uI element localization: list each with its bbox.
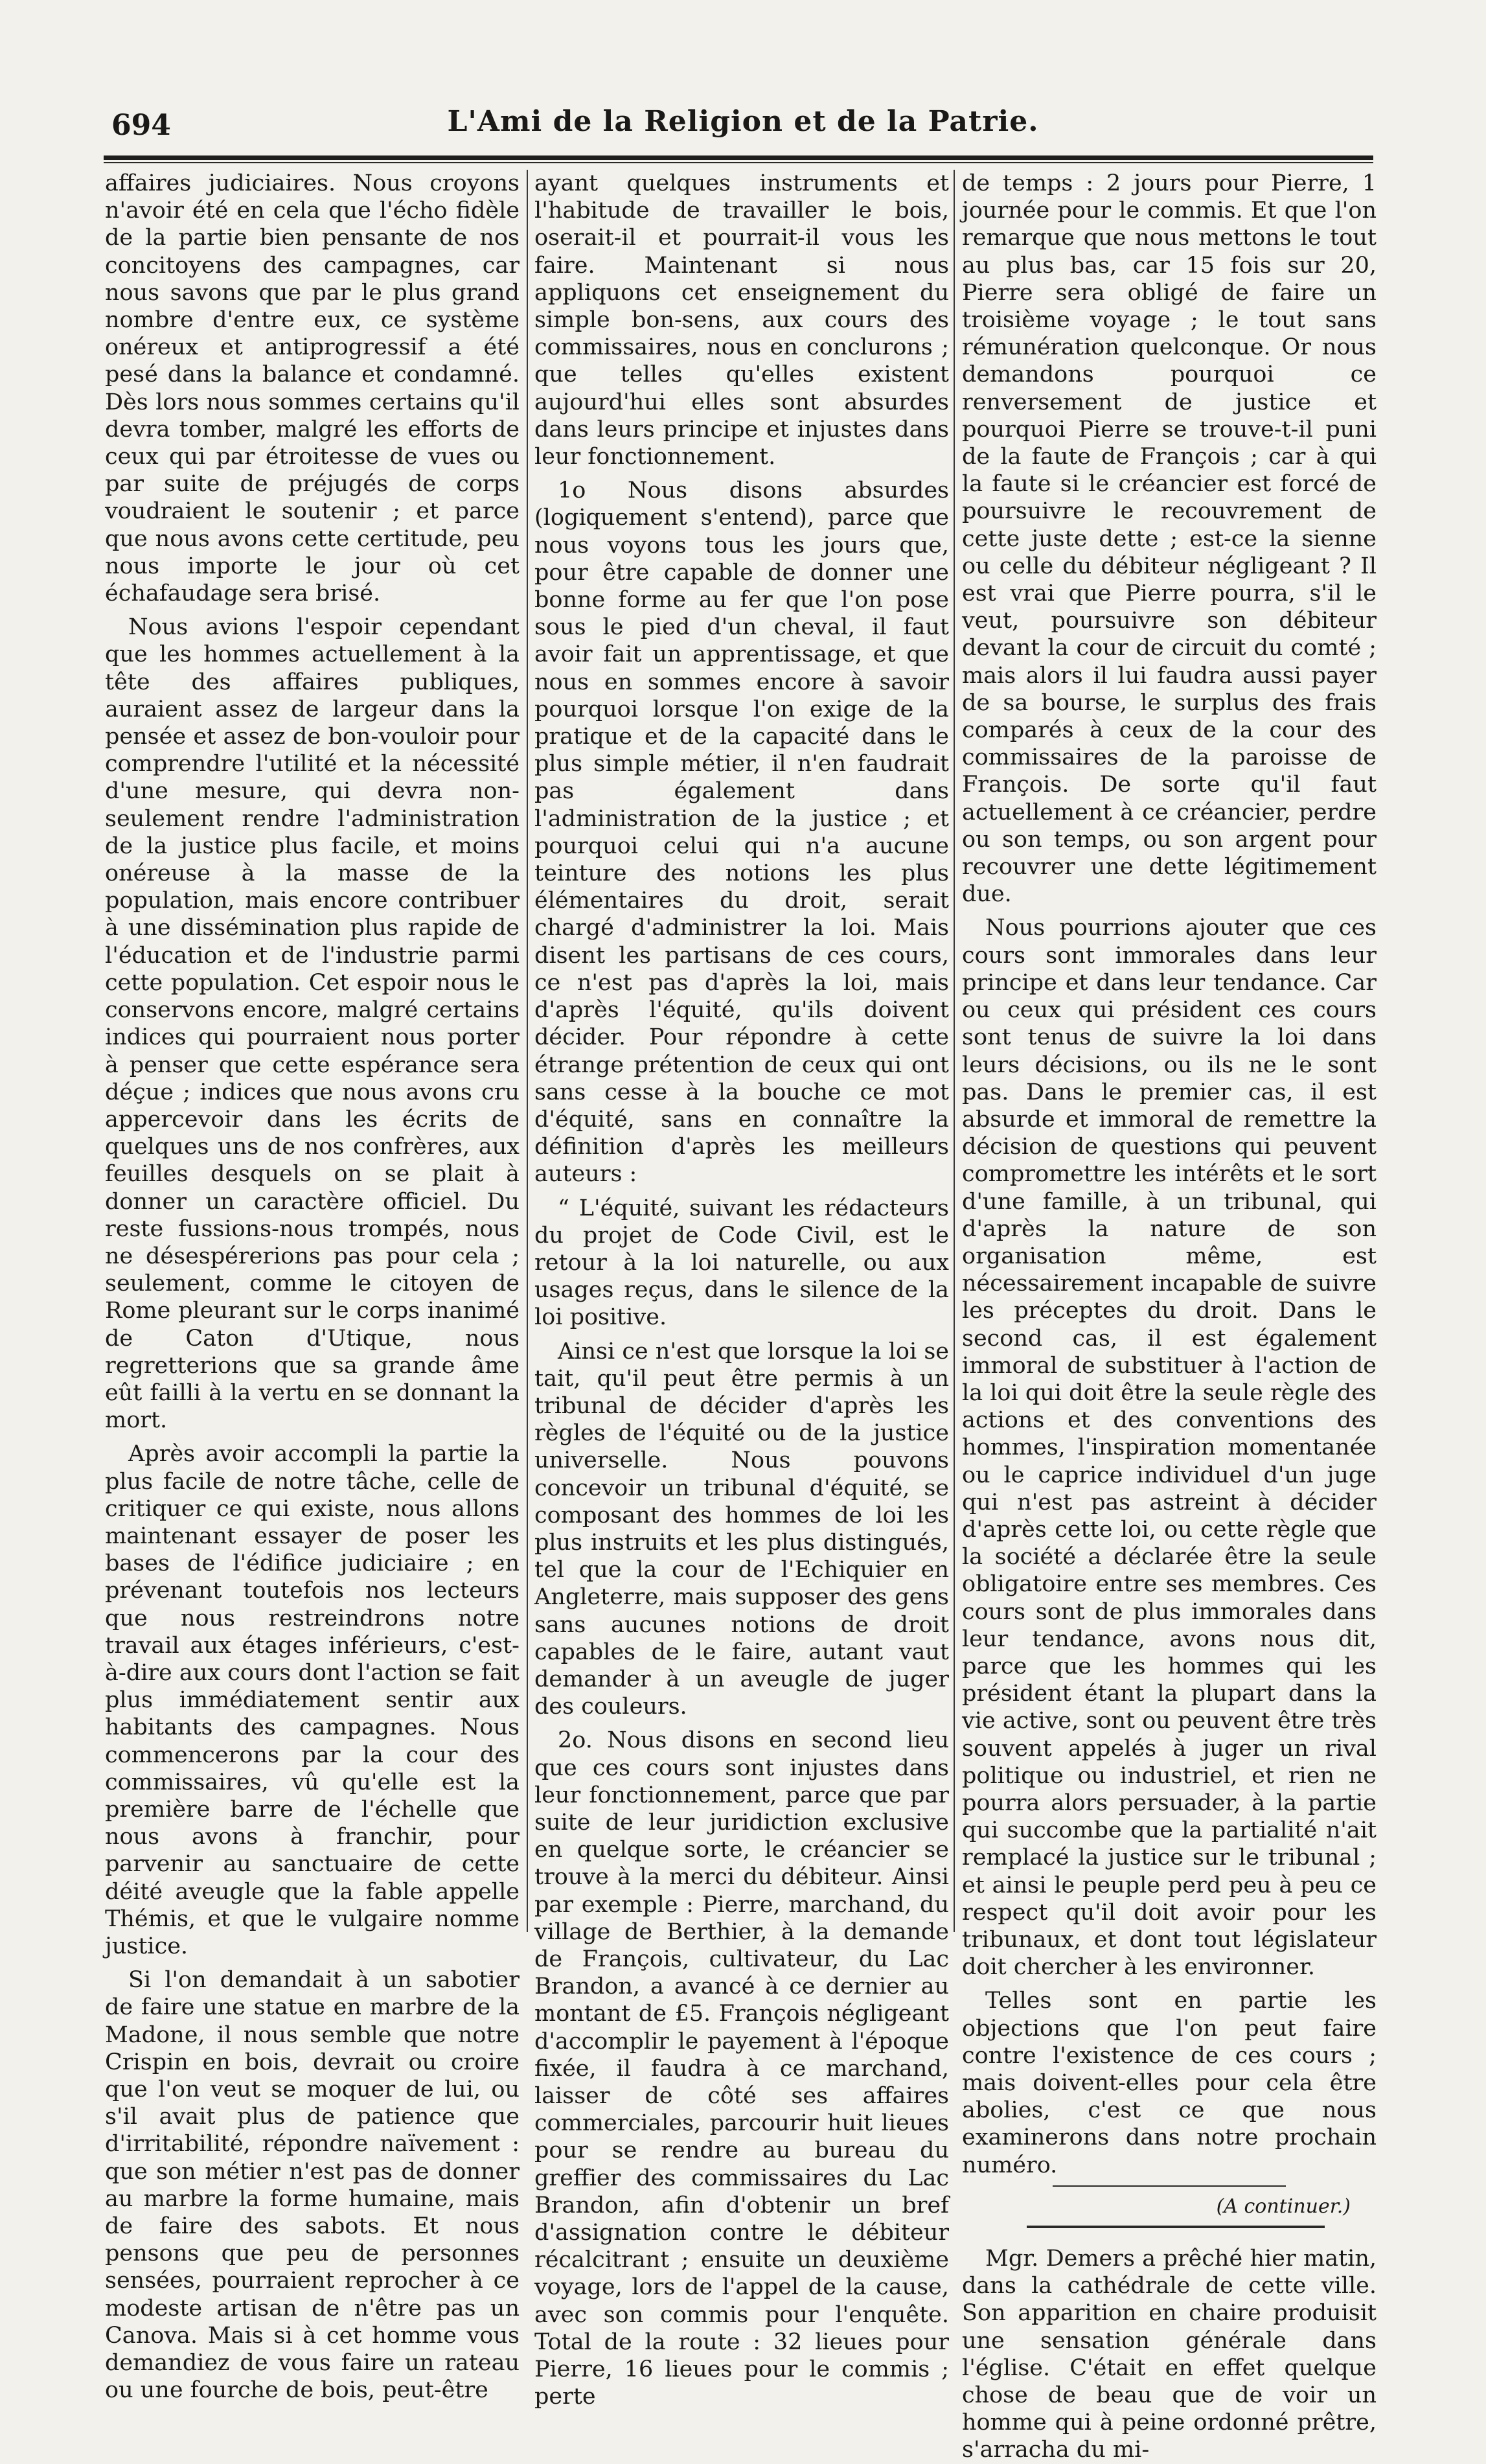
paragraph: Ainsi ce n'est que lorsque la loi se tait, qu'il peut être permis à un tribunal de décider d'après les règles de l'équité ou de la justice universelle. Nous pouvons concevoir un tribunal d'équité, se composant des hommes de loi les plus instruits et les plus distingués, tel que la cour de l'Echiquier en Angleterre, mais supposer des gens sans aucunes notions de droit capables de le faire, autant vaut demander à un aveugle de juger des couleurs. bbox=[534, 1338, 949, 1720]
paragraph: Nous pourrions ajouter que ces cours sont immorales dans leur principe et dans leur tendance. Car ou ceux qui président ces cours sont tenus de suivre la loi dans leurs décisions, ou ils ne le sont pas. Dans le premier cas, il est absurde et immoral de remettre la décision de questions qui peuvent compromettre les intérêts et le sort d'une famille, à un tribunal, qui d'après la nature de son organisation même, est nécessairement incapable de suivre les préceptes du droit. Dans le second cas, il est également immoral de substituer à l'action de la loi qui doit être la seule règle des actions et des conventions des hommes, l'inspiration momentanée ou le caprice individuel d'un juge qui n'est pas astreint à décider d'après cette loi, ou cette règle que la société a déclarée être la seule obligatoire entre ses membres. Ces cours sont de plus immorales dans leur tendance, avons nous dit, parce que les hommes qui les président étant la plupart dans la vie active, sont ou peuvent être très souvent appelés à juger un rival politique ou industriel, et rien ne pourra alors persuader, à la partie qui succombe que la partialité n'ait remplacé la justice sur le tribunal ; et ainsi le peuple perd peu à peu ce respect qu'il doit avoir pour les tribunaux, et dont tout législateur doit chercher à les environner. bbox=[962, 915, 1377, 1981]
paragraph: Après avoir accompli la partie la plus facile de notre tâche, celle de critiquer ce qui existe, nous allons maintenant essayer de poser les bases de l'édifice judiciaire ; en prévenant toutefois nos lecteurs que nous restreindrons notre travail aux étages inférieurs, c'est-à-dire aux cours dont l'action se fait plus immédiatement sentir aux habitants des campagnes. Nous commencerons par la cour des commissaires, vû qu'elle est la première barre de l'échelle que nous avons à franchir, pour parvenir au sanctuaire de cette déité aveugle que la fable appelle Thémis, et que le vulgaire nomme justice. bbox=[105, 1441, 520, 1959]
page-header bbox=[111, 97, 1375, 149]
article-separator bbox=[1027, 2226, 1325, 2228]
text-column-1 bbox=[105, 170, 520, 2404]
paragraph: de temps : 2 jours pour Pierre, 1 journée pour le commis. Et que l'on remarque que nous mettons le tout au plus bas, car 15 fois sur 20, Pierre sera obligé de faire un troisième voyage ; le tout sans rémunération quelconque. Or nous demandons pourquoi ce renversement de justice et pourquoi Pierre se trouve-t-il puni de la faute de François ; car à qui la faute si le créancier est forcé de poursuivre le recouvrement de cette juste dette ; est-ce la sienne ou celle du débiteur négligeant ? Il est vrai que Pierre pourra, s'il le veut, poursuivre son débiteur devant la cour de circuit du comté ; mais alors il lui faudra aussi payer de sa bourse, le surplus des frais comparés à ceux de la cour des commissaires de la paroisse de François. De sorte qu'il faut actuellement à ce créancier, perdre ou son temps, ou son argent pour recouvrer une dette légitimement due. bbox=[962, 170, 1377, 908]
column-divider bbox=[954, 170, 955, 1932]
paragraph: Telles sont en partie les objections que l'on peut faire contre l'existence de ces cours ; mais doivent-elles pour cela être abolies, c'est ce que nous examinerons dans notre prochain numéro. bbox=[962, 1988, 1377, 2178]
paragraph: 1o Nous disons absurdes (logiquement s'entend), parce que nous voyons tous les jours que, pour être capable de donner une bonne forme au fer que l'on pose sous le pied d'un cheval, il faut avoir fait un apprentissage, et que nous en sommes encore à savoir pourquoi lorsque l'on exige de la pratique et de la capacité dans le plus simple métier, il n'en faudrait pas également dans l'administration de la justice ; et pourquoi celui qui n'a aucune teinture des notions les plus élémentaires du droit, serait chargé d'administrer la loi. Mais disent les partisans de ces cours, ce n'est pas d'après la loi, mais d'après l'équité, qu'ils doivent décider. Pour répondre à cette étrange prétention de ceux qui ont sans cesse à la bouche ce mot d'équité, sans en connaître la définition d'après les meilleurs auteurs : bbox=[534, 478, 949, 1188]
paragraph: Nous avions l'espoir cependant que les hommes actuellement à la tête des affaires publiques, auraient assez de largeur dans la pensée et assez de bon-vouloir pour comprendre l'utilité et la nécessité d'une mesure, qui devra non-seulement rendre l'administration de la justice plus facile, et moins onéreuse à la masse de la population, mais encore contribuer à une dissémination plus rapide de l'éducation et de l'industrie parmi cette population. Cet espoir nous le conservons encore, malgré certains indices qui pourraient nous porter à penser que cette espérance sera déçue ; indices que nous avons cru appercevoir dans les écrits de quelques uns de nos confrères, aux feuilles desquels on se plait à donner un caractère officiel. Du reste fussions-nous trompés, nous ne désespérerions pas pour cela ; seulement, comme le citoyen de Rome pleurant sur le corps inanimé de Caton d'Utique, nous regretterions que sa grande âme eût failli à la vertu en se donnant la mort. bbox=[105, 614, 520, 1434]
header-rule-thin bbox=[104, 162, 1373, 163]
column-divider bbox=[527, 170, 528, 1932]
header-rule bbox=[104, 155, 1373, 160]
running-title: L'Ami de la Religion et de la Patrie. bbox=[447, 105, 1039, 138]
paragraph: Si l'on demandait à un sabotier de faire une statue en marbre de la Madone, il nous semble que notre Crispin en bois, devrait ou croire que l'on veut se moquer de lui, ou s'il avait plus de patience que d'irritabilité, répondre naïvement : que son métier n'est pas de donner au marbre la forme humaine, mais de faire des sabots. Et nous pensons que peu de personnes sensées, pourraient reprocher à ce modeste artisan de n'être pas un Canova. Mais si à cet homme vous demandiez de vous faire un rateau ou une fourche de bois, peut-être bbox=[105, 1967, 520, 2404]
paragraph: Mgr. Demers a prêché hier matin, dans la cathédrale de cette ville. Son apparition en chaire produisit une sensation générale dans l'église. C'était en effet quelque chose de beau que de voir un homme qui à peine ordonné prêtre, s'arracha du mi- bbox=[962, 2246, 1377, 2463]
paragraph: affaires judiciaires. Nous croyons n'avoir été en cela que l'écho fidèle de la partie bien pensante de nos concitoyens des campagnes, car nous savons que par le plus grand nombre d'entre eux, ce système onéreux et antiprogressif a été pesé dans la balance et condamné. Dès lors nous sommes certains qu'il devra tomber, malgré les efforts de ceux qui par étroitesse de vues ou par suite de préjugés de corps voudraient le soutenir ; et parce que nous avons cette certitude, peu nous importe le jour où cet échafaudage sera brisé. bbox=[105, 170, 520, 607]
text-column-2 bbox=[534, 170, 949, 2410]
to-be-continued-note: (A continuer.) bbox=[1216, 2194, 1351, 2218]
paragraph: ayant quelques instruments et l'habitude de travailler le bois, oserait-il et pourrait-il vous les faire. Maintenant si nous appliquons cet enseignement du simple bon-sens, aux cours des commissaires, nous en conclurons ; que telles qu'elles existent aujourd'hui elles sont absurdes dans leurs principe et injustes dans leur fonctionnement. bbox=[534, 170, 949, 470]
separator-rule bbox=[1053, 2185, 1286, 2187]
text-column-3 bbox=[962, 170, 1377, 2463]
paragraph: 2o. Nous disons en second lieu que ces cours sont injustes dans leur fonctionnement, parce que par suite de leur juridiction exclusive en quelque sorte, le créancier se trouve à la merci du débiteur. Ainsi par exemple : Pierre, marchand, du village de Berthier, à la demande de François, cultivateur, du Lac Brandon, a avancé à ce dernier au montant de £5. François négligeant d'accomplir le payement à l'époque fixée, il faudra à ce marchand, laisser de côté ses affaires commerciales, parcourir huit lieues pour se rendre au bureau du greffier des commissaires du Lac Brandon, afin d'obtenir un bref d'assignation contre le débiteur récalcitrant ; ensuite un deuxième voyage, lors de l'appel de la cause, avec son commis pour l'enquête. Total de la route : 32 lieues pour Pierre, 16 lieues pour le commis ; perte bbox=[534, 1727, 949, 2410]
page-number: 694 bbox=[111, 109, 171, 142]
quotation: “ L'équité, suivant les rédacteurs du projet de Code Civil, est le retour à la loi naturelle, ou aux usages reçus, dans le silence de la loi positive. bbox=[534, 1195, 949, 1331]
